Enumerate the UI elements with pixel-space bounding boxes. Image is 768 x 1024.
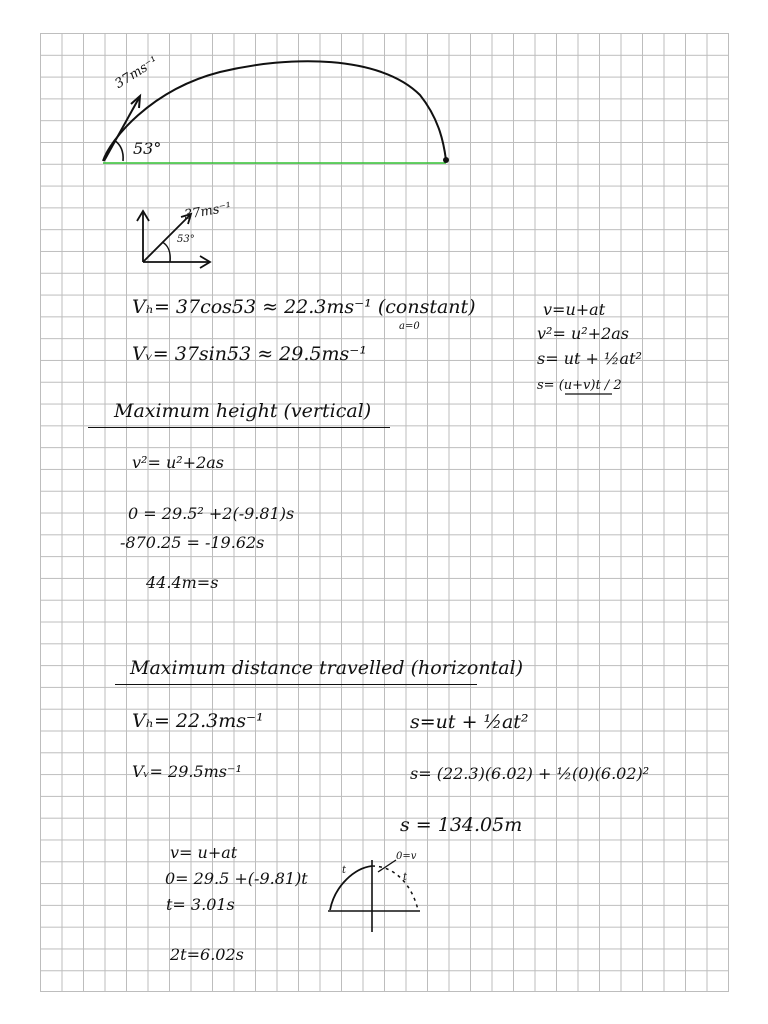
angle-label: 53° [133, 139, 162, 158]
distance-formula: s=ut + ½at² [410, 711, 529, 733]
velocity-label: 37ms⁻¹ [112, 53, 161, 92]
equation-2: v²= u²+2as [537, 324, 629, 343]
sketch-top-label: 0=v [396, 851, 417, 862]
equation-1: v=u+at [543, 300, 606, 319]
max-height-result: 44.4m=s [146, 573, 219, 592]
max-distance-underline [115, 684, 477, 685]
equation-4: s= (u+v)t / 2 [537, 378, 622, 393]
time-line-2: 0= 29.5 +(-9.81)t [165, 869, 308, 888]
angle-arc [114, 140, 123, 161]
landing-point [443, 157, 449, 163]
distance-result: s = 134.05m [400, 814, 523, 836]
distance-vh: Vₕ= 22.3ms⁻¹ [132, 710, 264, 732]
sketch-arc-dashed [372, 866, 418, 910]
max-distance-heading: Maximum distance travelled (horizontal) [130, 657, 524, 679]
time-line-3: t= 3.01s [166, 895, 235, 914]
distance-vv: Vᵥ= 29.5ms⁻¹ [132, 762, 242, 781]
equation-3: s= ut + ½at² [537, 349, 642, 368]
sketch-left-t: t [342, 865, 347, 876]
time-line-1: v= u+at [170, 843, 238, 862]
vector-velocity-label: 37ms⁻¹ [183, 199, 233, 224]
vector-angle-label: 53° [177, 234, 195, 245]
max-height-line-2: 0 = 29.5² +2(-9.81)s [128, 504, 295, 523]
distance-substitution: s= (22.3)(6.02) + ½(0)(6.02)² [410, 764, 650, 783]
time-line-4: 2t=6.02s [170, 945, 244, 964]
vv-component: Vᵥ= 37sin53 ≈ 29.5ms⁻¹ [132, 343, 367, 365]
a-zero-note: a=0 [399, 321, 420, 332]
max-height-line-3: -870.25 = -19.62s [120, 533, 265, 552]
max-height-heading: Maximum height (vertical) [114, 400, 372, 422]
max-height-line-1: v²= u²+2as [132, 453, 224, 472]
sketch-pointer [378, 860, 396, 872]
max-height-underline [88, 427, 390, 428]
vh-component: Vₕ= 37cos53 ≈ 22.3ms⁻¹ (constant) [132, 296, 476, 318]
sketch-arc-solid [330, 866, 372, 910]
sketch-right-t: t [403, 872, 408, 883]
vector-angle-arc [162, 242, 170, 262]
